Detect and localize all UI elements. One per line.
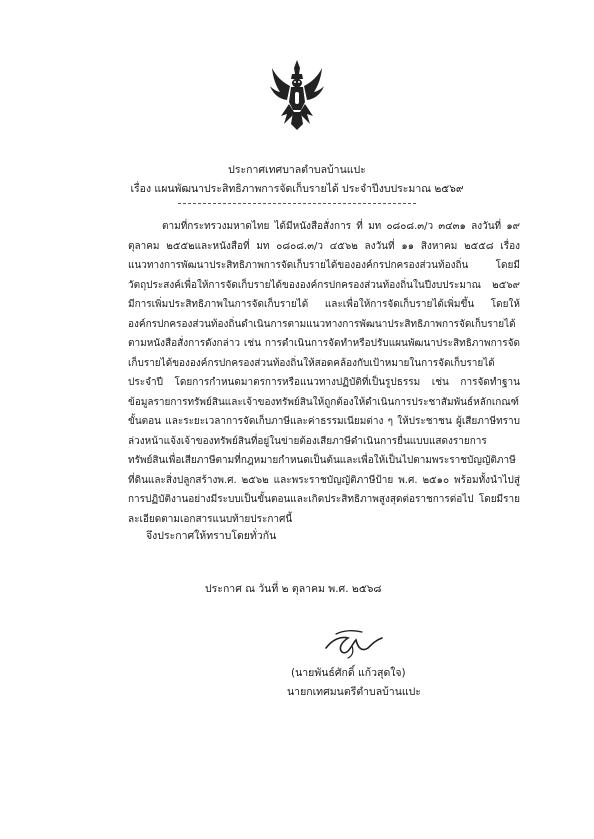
closing-announcement: จึงประกาศให้ทราบโดยทั่วกัน (146, 530, 277, 542)
announcement-body (128, 217, 520, 529)
handwritten-signature (322, 626, 386, 660)
body-paragraph: ตามที่กระทรวงมหาดไทย ได้มีหนังสือสั่งการ ที่ มท ๐๘๐๘.๓/ว ๓๔๓๑ ลงวันที่ ๑๙ ตุลาคม ๒๕๕๒และหนังสือที่ มท ๐๘๐๘.๓/ว ๔๕๖๒ ลงวันที่ ๑๑ สิงหาคม ๒๕๕๘ เรื่อง แนวทางการพัฒนาประสิทธิภาพการจัดเก็บรายได้ขององค์กรปกครองส่วนท้องถิ่น โดยมีวัตถุประสงค์เพื่อให้การจัดเก็บรายได้ขององค์กรปกครองส่วนท้องถิ่นในปีงบประมาณ ๒๕๖๙ มีการเพิ่มประสิทธิภาพในการจัดเก็บรายได้ และเพื่อให้การจัดเก็บรายได้เพิ่มขึ้น โดยให้องค์กรปกครองส่วนท้องถิ่นดำเนินการตามแนวทางการพัฒนาประสิทธิภาพการจัดเก็บรายได้ตามหนังสือสั่งการดังกล่าว เช่น การดำเนินการจัดทำหรือปรับแผนพัฒนาประสิทธิภาพการจัดเก็บรายได้ขององค์กรปกครองส่วนท้องถิ่นให้สอดคล้องกับเป้าหมายในการจัดเก็บรายได้ประจำปี โดยการกำหนดมาตรการหรือแนวทางปฏิบัติที่เป็นรูปธรรม เช่น การจัดทำฐานข้อมูลรายการทรัพย์สินและเจ้าของทรัพย์สินให้ถูกต้องให้ดำเนินการประชาสัมพันธ์หลักเกณฑ์ ขั้นตอน และระยะเวลาการจัดเก็บภาษีและค่าธรรมเนียมต่าง ๆ ให้ประชาชน ผู้เสียภาษีทราบล่วงหน้าแจ้งเจ้าของทรัพย์สินที่อยู่ในข่ายต้องเสียภาษีดำเนินการยื่นแบบแสดงรายการทรัพย์สินเพื่อเสียภาษีตามที่กฎหมายกำหนดเป็นต้นและเพื่อให้เป็นไปตามพระราชบัญญัติภาษีที่ดินและสิ่งปลูกสร้างพ.ศ. ๒๕๖๒ และพระราชบัญญัติภาษีป้าย พ.ศ. ๒๕๑๐ พร้อมทั้งนำไปสู่การปฏิบัติงานอย่างมีระบบเป็นขั้นตอนและเกิดประสิทธิภาพสูงสุดต่อราชการต่อไป โดยมีรายละเอียดตามเอกสารแนบท้ายประกาศนี้ (128, 221, 520, 525)
dashed-divider (178, 203, 416, 204)
date-line: ประกาศ ณ วันที่ ๒ ตุลาคม พ.ศ. ๒๕๖๘ (205, 583, 382, 595)
garuda-emblem-icon (270, 60, 324, 130)
announcement-title: ประกาศเทศบาลตำบลบ้านแปะ (228, 164, 366, 176)
announcement-subject: เรื่อง แผนพัฒนาประสิทธิภาพการจัดเก็บรายได้ ประจำปีงบประมาณ ๒๕๖๙ (130, 183, 464, 195)
signer-name: (นายพันธ์ศักดิ์ แก้วสุดใจ) (291, 667, 406, 679)
signer-position: นายกเทศมนตรีตำบลบ้านแปะ (287, 686, 421, 698)
